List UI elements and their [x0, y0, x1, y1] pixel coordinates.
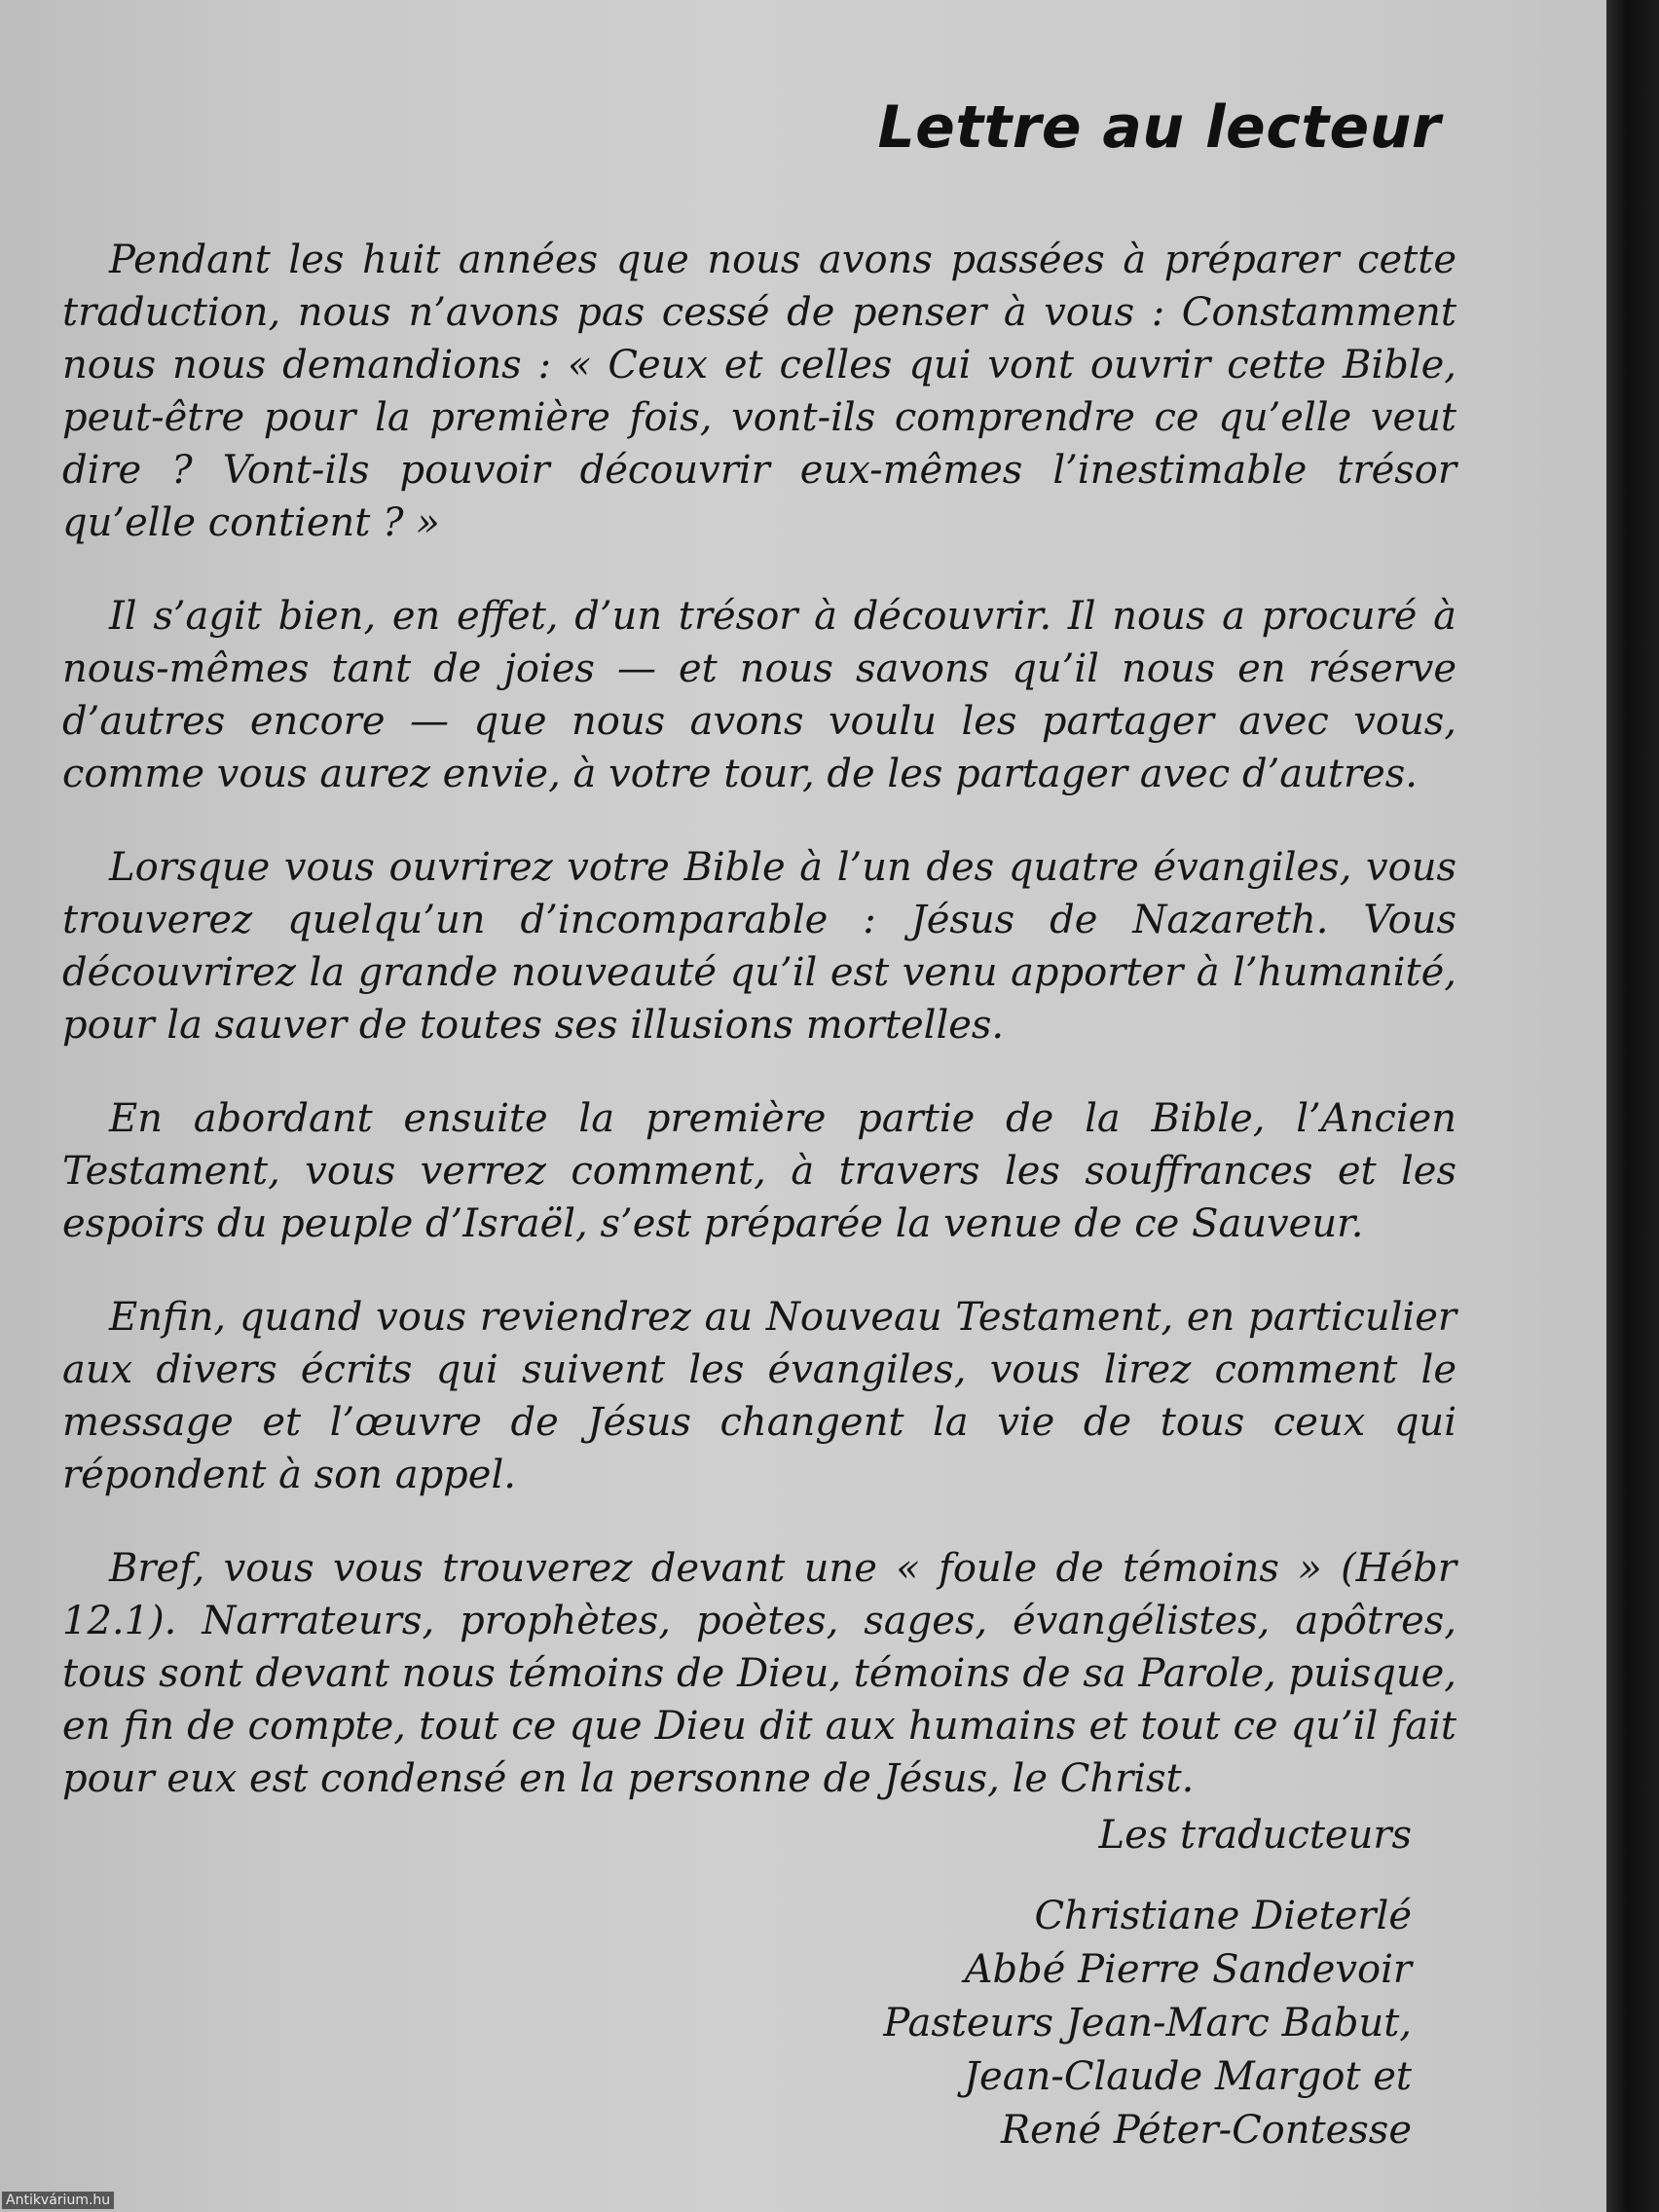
translator-name: Pasteurs Jean-Marc Babut,	[883, 2001, 1412, 2046]
signature-heading: Les traducteurs	[1098, 1813, 1412, 1858]
translator-name: Christiane Dieterlé	[1034, 1894, 1412, 1938]
watermark: Antikvárium.hu	[2, 2192, 114, 2209]
paragraph-4: En abordant ensuite la première partie de la Bible, l’Ancien Testament, vous verrez comment, à travers les souffrances et les espoirs du peuple d’Israël, s’est préparée la venue de ce Sauveur.	[62, 1096, 1456, 1246]
paragraph-5: Enfin, quand vous reviendrez au Nouveau Testament, en particulier aux divers écrits qui suivent les évangiles, vous lirez comment le message et l’œuvre de Jésus changent la vie de tous ceux qui répondent à son appel.	[62, 1295, 1456, 1497]
paragraph-3: Lorsque vous ouvrirez votre Bible à l’un des quatre évangiles, vous trouverez quelqu’un d’incomparable : Jésus de Nazareth. Vous découvrirez la grande nouveauté qu’il est venu apporter à l’humanité, pour la sauver de toutes ses illusions mortelles.	[62, 845, 1456, 1048]
page-title: Lettre au lecteur	[877, 93, 1441, 162]
signature-block	[883, 1809, 1412, 2157]
paragraph-1: Pendant les huit années que nous avons passées à préparer cette traduction, nous n’avons pas cessé de penser à vous : Constamment nous nous demandions : « Ceux et celles qui vont ouvrir cette Bible, peut-être pour la première fois, vont-ils comprendre ce qu’elle veut dire ? Vont-ils pouvoir découvrir eux-mêmes l’inestimable trésor qu’elle contient ? »	[62, 238, 1456, 545]
translator-name: Jean-Claude Margot et	[964, 2054, 1412, 2099]
book-spine	[1606, 0, 1659, 2212]
translator-name: Abbé Pierre Sandevoir	[964, 1947, 1412, 1992]
translator-name: René Péter-Contesse	[1000, 2108, 1412, 2153]
paragraph-6: Bref, vous vous trouverez devant une « foule de témoins » (Hébr 12.1). Narrateurs, prophètes, poètes, sages, évangélistes, apôtres, tous sont devant nous témoins de Dieu, témoins de sa Parole, puisque, en fin de compte, tout ce que Dieu dit aux humains et tout ce qu’il fait pour eux est condensé en la personne de Jésus, le Christ.	[62, 1546, 1456, 1801]
letter-body	[62, 234, 1456, 1846]
paragraph-2: Il s’agit bien, en effet, d’un trésor à découvrir. Il nous a procuré à nous-mêmes tant de joies — et nous savons qu’il nous en réserve d’autres encore — que nous avons voulu les partager avec vous, comme vous aurez envie, à votre tour, de les partager avec d’autres.	[62, 594, 1456, 796]
